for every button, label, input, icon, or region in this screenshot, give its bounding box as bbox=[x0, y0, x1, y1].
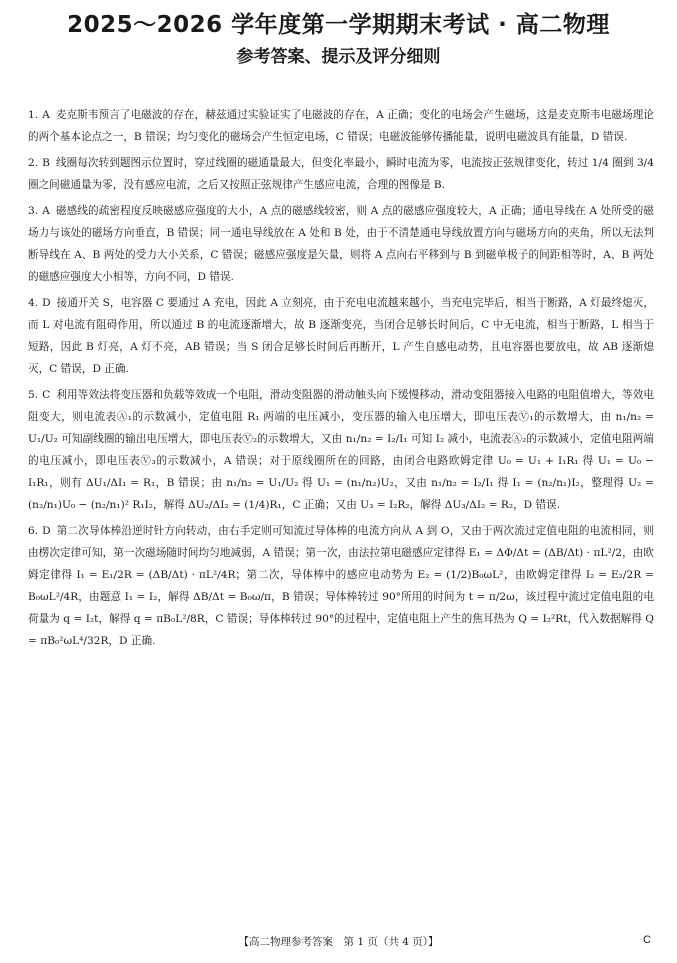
question-number: 1. bbox=[28, 109, 39, 121]
answer-explanation: 接通开关 S，电容器 C 要通过 A 充电，因此 A 立刻亮，由于充电电流越来越小，当充电完毕后，相当于断路，A 灯最终熄灭，而 L 对电流有阻碍作用，所以通过 B 的电流逐渐增大，故 B 逐渐变亮，当闭合足够长时间后，C 中无电流，相当于断路，L 相当于短路，因此 B 灯亮，A 灯不亮，AB 错误；当 S 闭合足够长时间后再断开，L 产生自感电动势，且电容器也要放电，故 AB 逐渐熄灭，C 错误，D 正确. bbox=[28, 297, 654, 375]
page-subtitle: 参考答案、提示及评分细则 bbox=[236, 47, 441, 67]
answer-letter: D bbox=[42, 297, 51, 309]
page-title: 2025～2026 学年度第一学期期末考试 · 高二物理 bbox=[67, 12, 610, 38]
page-footer: 【高二物理参考答案 第 1 页（共 4 页）】 bbox=[238, 936, 439, 948]
answer-letter: B bbox=[42, 157, 50, 169]
answer-explanation: 利用等效法将变压器和负载等效成一个电阻，滑动变阻器的滑动触头向下缓慢移动，滑动变阻器接入电路的电阻值增大，等效电阻变大，则电流表Ⓐ₁的示数减小，定值电阻 R₁ 两端的电压减小，变压器的输入电压增大，即电压表Ⓥ₁的示数增大，由 n₁/n₂ = U₁/U₂ 可知副线圈的输出电压增大，即电压表Ⓥ₂的示数增大，又由 n₁/n₂ = I₂/I₁ 可知 I₂ 减小，电流表Ⓐ₂的示数减小，定值电阻两端的电压减小，即电压表Ⓥ₃的示数减小，A 错误；对于原线圈所在的回路，由闭合电路欧姆定律 U₀ = U₁ + I₁R₁ 得 U₁ = U₀ − I₁R₁，则有 ΔU₁/ΔI₁ = R₁，B 错误；由 n₁/n₂ = U₁/U₂ 得 U₁ = (n₁/n₂)U₂，又由 n₁/n₂ = I₂/I₁ 得 I₁ = (n₂/n₁)I₂，整理得 U₂ = (n₂/n₁)U₀ − (n₂/n₁)² R₁I₂，解得 ΔU₂/ΔI₂ = (1/4)R₁，C 正确；又由 U₃ = I₂R₂，解得 ΔU₃/ΔI₂ = R₂，D 错误. bbox=[28, 389, 654, 511]
answer-item-1 bbox=[28, 104, 654, 148]
question-number: 6. bbox=[28, 525, 39, 537]
answer-item-4 bbox=[28, 292, 654, 380]
question-number: 2. bbox=[28, 157, 39, 169]
answer-explanation: 磁感线的疏密程度反映磁感应强度的大小，A 点的磁感线较密，则 A 点的磁感应强度较大，A 正确；通电导线在 A 处所受的磁场力与该处的磁场方向垂直，B 错误；同一通电导线放在 A 处和 B 处，由于不清楚通电导线放置方向与磁场方向的夹角，所以无法判断导线在 A、B 两处的受力大小关系，C 错误；磁感应强度是矢量，则将 A 点向右平移到与 B 到磁单极子的间距相等时，A、B 两处的磁感应强度大小相等，方向不同，D 错误. bbox=[28, 205, 654, 283]
answer-letter: C bbox=[42, 389, 51, 401]
answer-explanation: 第二次导体棒沿逆时针方向转动，由右手定则可知流过导体棒的电流方向从 A 到 O，又由于两次流过定值电阻的电流相同，则由楞次定律可知，第一次磁场随时间均匀地减弱，A 错误；第一次，由法拉第电磁感应定律得 E₁ = ΔΦ/Δt = (ΔB/Δt) · πL²/2，由欧姆定律得 I₁ = E₁/2R = (ΔB/Δt) · πL²/4R；第二次，导体棒中的感应电动势为 E₂ = (1/2)B₀ωL²，由欧姆定律得 I₂ = E₂/2R = B₀ωL²/4R，由题意 I₁ = I₂，解得 ΔB/Δt = B₀ω/π，B 错误；导体棒转过 90°所用的时间为 t = π/2ω，该过程中流过定值电阻的电荷量为 q = I₂t，解得 q = πB₀L²/8R，C 错误；导体棒转过 90°的过程中，定值电阻上产生的焦耳热为 Q = I₂²Rt，代入数据解得 Q = πB₀²ωL⁴/32R，D 正确. bbox=[28, 525, 654, 647]
answer-explanation: 麦克斯韦预言了电磁波的存在，赫兹通过实验证实了电磁波的存在，A 正确；变化的电场会产生磁场，这是麦克斯韦电磁场理论的两个基本论点之一，B 错误；均匀变化的磁场会产生恒定电场，C 错误；电磁波能够传播能量，说明电磁波具有能量，D 错误. bbox=[28, 109, 654, 143]
answer-explanation: 线圈每次转到题图示位置时，穿过线圈的磁通量最大，但变化率最小，瞬时电流为零，电流按正弦规律变化，转过 1/4 圈到 3/4 圈之间磁通量为零，没有感应电流，之后又按照正弦规律产生感应电流，合理的图像是 B. bbox=[28, 157, 654, 191]
version-mark: C bbox=[643, 934, 651, 946]
answer-item-6 bbox=[28, 520, 654, 652]
answer-letter: D bbox=[42, 525, 51, 537]
question-number: 3. bbox=[28, 205, 39, 217]
answer-item-5 bbox=[28, 384, 654, 516]
answer-item-3 bbox=[28, 200, 654, 288]
answers-list bbox=[28, 104, 654, 656]
answer-item-2 bbox=[28, 152, 654, 196]
answer-letter: A bbox=[42, 109, 50, 121]
answer-letter: A bbox=[42, 205, 50, 217]
question-number: 4. bbox=[28, 297, 39, 309]
question-number: 5. bbox=[28, 389, 39, 401]
